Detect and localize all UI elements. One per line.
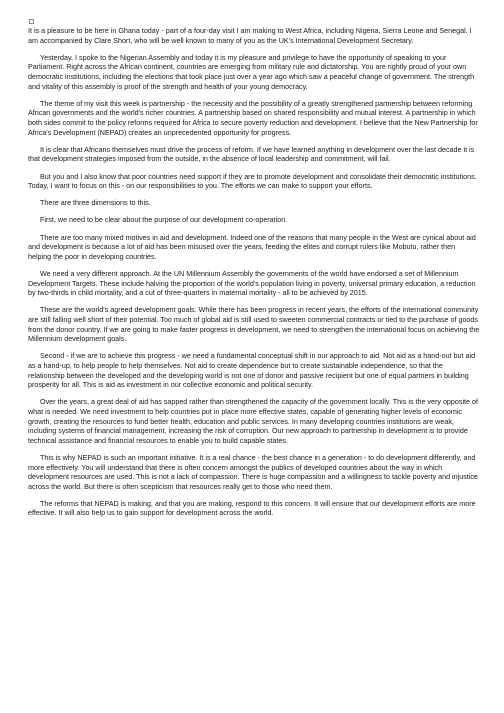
page-marker-icon bbox=[29, 19, 34, 24]
speech-paragraph-6: There are three dimensions to this. bbox=[40, 199, 151, 208]
speech-paragraph-1: It is a pleasure to be here in Ghana today - part of a four-day visit I am making to West Africa, including Nigeria, Sierra Leone and Senegal. I am accompanied by Clare Short, who will be well known to many of you as the UK's International Development Secretary. bbox=[28, 27, 472, 45]
speech-paragraph-12: Over the years, a great deal of aid has sapped rather than strengthened the capacity of the government locally. This is the very opposite of what is needed. We need investment to help countries put in place more effective states, capable of generating higher levels of economic growth, creating the resources to fund better health, education and public services. In many developing countries institutions are weak, including systems of financial management, increasing the risk of corruption. Our new approach to partnership in development is to provide technical assistance and financial resources to enable you to build capable states. bbox=[28, 398, 478, 445]
speech-paragraph-3: The theme of my visit this week is partnership - the necessity and the possibility of a greatly strengthened partnership between reforming African governments and the world's richer countries. A partnership based on shared responsibility and mutual interest. A partnership in which both sides commit to the policy reforms required for Africa to secure poverty reduction and development. I believe that the New Partnership for Africa's Development (NEPAD) creates an unprecedented opportunity for progress. bbox=[28, 99, 478, 137]
speech-paragraph-2: Yesterday, I spoke to the Nigerian Assembly and today it is my pleasure and privilege to have the opportunity of speaking to your Parliament. Right across the African continent, countries are emerging from military rule and dictatorship. You are rightly proud of your own democratic institutions, including the elections that took place just over a year ago which saw a peaceful change of government. The strength and vitality of this assembly is proof of the strength and health of your young democracy. bbox=[28, 53, 475, 91]
speech-paragraph-11: Second - if we are to achieve this progress - we need a fundamental conceptual shift in our approach to aid. Not aid as a hand-out but aid as a hand-up, to help people to help themselves. Not aid to create dependence but to create sustainable independence, so that the relationship between the developed and the developing world is not one of donor and passive recipient but one of equal partners in building prosperity for all. This is aid as investment in our collective economic and political security. bbox=[28, 352, 476, 390]
speech-paragraph-13: This is why NEPAD is such an important initiative. It is a real chance - the best chance in a generation - to do development differently, and more effectively. You will understand that there is often concern amongst the publics of developed countries about the way in which development resources are used. This is not a lack of compassion. There is huge compassion and a willingness to tackle poverty and injustice across the world. But there is often scepticism that resources really get to those who need them. bbox=[28, 453, 478, 491]
speech-paragraph-7: First, we need to be clear about the purpose of our development co-operation. bbox=[40, 216, 288, 225]
speech-paragraph-10: These are the world's agreed development goals. While there has been progress in recent years, the efforts of the international community are still falling well short of their potential. Too much of global aid is still used to sweeten commercial contracts or tied to the purchase of goods from the donor country. If we are going to make faster progress in development, we need to strengthen the international focus on achieving the Millennium development goals. bbox=[28, 306, 480, 344]
speech-paragraph-8: There are too many mixed motives in aid and development. Indeed one of the reasons that many people in the West are cynical about aid and development is because a lot of aid has been misused over the years, feeding the elites and corrupt rulers like Mobutu, rather then helping the poor in developing countries. bbox=[28, 233, 476, 261]
speech-paragraph-4: It is clear that Africans themselves must drive the process of reform. If we have learned anything in development over the last decade it is that development strategies imposed from the outside, in the absence of local leadership and commitment, will fail. bbox=[28, 145, 475, 164]
speech-paragraph-14: The reforms that NEPAD is making, and that you are making, respond to this concern. It will ensure that our development efforts are more effective. It will also help us to gain support for development across the world. bbox=[28, 499, 476, 518]
speech-paragraph-9: We need a very different approach. At the UN Millennium Assembly the governments of the world have endorsed a set of Millennium Development Targets. These include halving the proportion of the world's population living in poverty, universal primary education, a reduction by two-thirds in child mortality, and a cut of three-quarters in maternal mortality - all to be achieved by 2015. bbox=[28, 270, 476, 298]
speech-paragraph-5: But you and I also know that poor countries need support if they are to promote development and consolidate their democratic institutions. Today, I want to focus on this - on our responsibilities to you. The efforts we can make to support your efforts. bbox=[28, 172, 477, 191]
speech-body bbox=[28, 27, 480, 527]
